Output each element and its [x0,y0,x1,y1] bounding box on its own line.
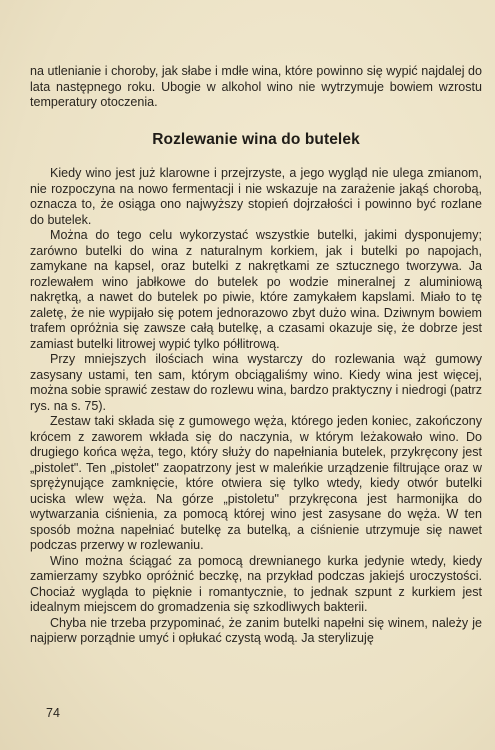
paragraph: Zestaw taki składa się z gumowego węża, którego jeden koniec, zakończony krócem z zaworem wkłada się do naczynia, w którym leżakowało wino. Do drugiego końca węża, tego, który służy do napełniania butelek, przykręcony jest „pistolet". Ten „pistolet" zaopatrzony jest w maleńkie urządzenie filtrujące oraz w sprężynujące zamknięcie, które otwiera się tylko wtedy, kiedy otwór butelki uciska wlew węża. Na górze „pistoletu" przykręcona jest harmonijka do wytwarzania ciśnienia, za pomocą której wino jest zasysane do węża. W ten sposób można napełniać butelkę za butelką, a ciśnienie utrzymuje się nawet podczas przerwy w rozlewaniu. [30,414,482,552]
section-heading: Rozlewanie wina do butelek [152,130,360,148]
page-number: 74 [46,706,60,720]
page-body [30,64,482,647]
paragraph: Można do tego celu wykorzystać wszystkie butelki, jakimi dysponujemy; zarówno butelki do wina z naturalnym korkiem, jak i butelki po napojach, zamykane na kapsel, oraz butelki z nakrętkami ze sztucznego tworzywa. Ja rozlewałem wino jabłkowe do butelek po wodzie mineralnej z aluminiową nakrętką, a nawet do butelek po piwie, które zamykałem kapslami. Miało to tę zaletę, że nie wypijało się potem jednorazowo zbyt dużo wina. Dziwnym bowiem trafem opróżnia się zawsze całą butelkę, a czasami okazuje się, że dobrze jest zamiast butelki litrowej wypić tylko półlitrową. [30,228,482,351]
paragraph: Chyba nie trzeba przypominać, że zanim butelki napełni się winem, należy je najpierw porządnie umyć i opłukać czystą wodą. Ja sterylizuję [30,615,482,645]
intro-paragraph: na utlenianie i choroby, jak słabe i mdłe wina, które powinno się wypić najdalej do lata następnego roku. Ubogie w alkohol wino nie wytrzymuje bowiem wzrostu temperatury otoczenia. [30,64,482,109]
paragraph: Wino można ściągać za pomocą drewnianego kurka jedynie wtedy, kiedy zamierzamy szybko opróżnić beczkę, na przykład podczas jakiejś uroczystości. Chociaż wygląda to pięknie i romantycznie, to jednak szpunt z kurkiem jest idealnym miejscem do gromadzenia się szkodliwych bakterii. [30,553,482,614]
paragraph: Przy mniejszych ilościach wina wystarczy do rozlewania wąż gumowy zasysany ustami, ten sam, którym obciągaliśmy wino. Kiedy wina jest więcej, można sobie sprawić zestaw do rozlewu wina, bardzo praktyczny i niedrogi (patrz rys. na s. 75). [30,352,482,413]
paragraph: Kiedy wino jest już klarowne i przejrzyste, a jego wygląd nie ulega zmianom, nie rozpoczyna na nowo fermentacji i nie wskazuje na zarażenie jakąś chorobą, oznacza to, że osiąga ono najwyższy stopień dojrzałości i powinno być rozlane do butelek. [30,166,482,227]
